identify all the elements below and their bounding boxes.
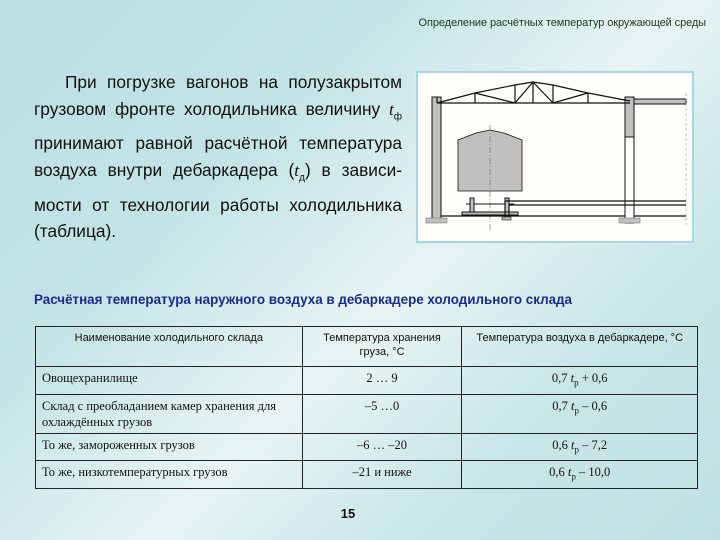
formula-sub: р	[574, 405, 579, 415]
table-row	[36, 394, 698, 433]
page-number: 15	[340, 506, 356, 521]
cell-storage-temp: –21 и ниже	[302, 461, 462, 489]
formula-coef: 0,6	[549, 465, 565, 479]
intro-text-2: принимают равной расчётной температура воздуха внутри дебаркадера (	[34, 133, 402, 180]
formula-sub: р	[571, 471, 576, 482]
cell-storage-temp: –6 … –20	[302, 433, 462, 461]
cell-storage-temp: –5 …0	[302, 394, 462, 433]
var-t-d: t	[294, 160, 300, 180]
formula-coef: 0,7	[551, 371, 568, 385]
table-header-row	[36, 327, 698, 367]
intro-text-3: ) в зависи-мости от технологии работы холодильника (таблица).	[34, 159, 402, 242]
var-t-f: t	[388, 99, 394, 119]
debarcader-cross-section-diagram	[416, 71, 694, 243]
cell-dock-formula	[462, 461, 698, 489]
formula-term: – 10,0	[579, 465, 611, 479]
cell-dock-formula	[462, 394, 698, 433]
formula-term: + 0,6	[581, 371, 608, 385]
cell-warehouse-name: То же, замороженных грузов	[36, 433, 303, 461]
cell-warehouse-name: Склад с преобладанием камер хранения для охлаждённых грузов	[36, 394, 303, 433]
formula-sub: р	[574, 444, 579, 454]
intro-text-1: При погрузке вагонов на полузакрытом грузовом фронте холодильника величину	[34, 72, 402, 119]
header-dock-air-temp: Температура воздуха в дебаркадере, °С	[462, 327, 698, 367]
formula-term: – 0,6	[582, 398, 608, 413]
formula-term: – 7,2	[582, 437, 608, 452]
cell-dock-formula	[462, 367, 698, 395]
temperature-table	[35, 326, 698, 489]
table-row	[36, 461, 698, 489]
formula-var: t	[570, 371, 575, 385]
var-t-f-sub: ф	[393, 110, 402, 122]
slide-header-title: Определение расчётных температур окружающей среды	[418, 17, 706, 29]
intro-paragraph	[34, 69, 402, 245]
building-section-drawing	[418, 73, 692, 241]
formula-var: t	[571, 398, 575, 413]
formula-sub: р	[574, 377, 579, 388]
formula-var: t	[571, 437, 575, 452]
formula-coef: 0,7	[552, 398, 568, 413]
cell-warehouse-name: Овощехранилище	[36, 367, 303, 395]
header-storage-temp: Температура хранения груза, °С	[302, 327, 462, 367]
var-t-d-sub: д	[299, 172, 305, 184]
cell-warehouse-name: То же, низкотемпературных грузов	[36, 461, 303, 489]
table-title: Расчётная температура наружного воздуха в дебаркадере холодильного склада	[34, 292, 572, 307]
header-warehouse-name: Наименование холодильного склада	[36, 327, 303, 367]
cell-storage-temp: 2 … 9	[302, 367, 462, 395]
formula-coef: 0,6	[552, 437, 568, 452]
formula-var: t	[567, 465, 572, 479]
table-row	[36, 433, 698, 461]
cell-dock-formula	[462, 433, 698, 461]
table-row	[36, 367, 698, 395]
